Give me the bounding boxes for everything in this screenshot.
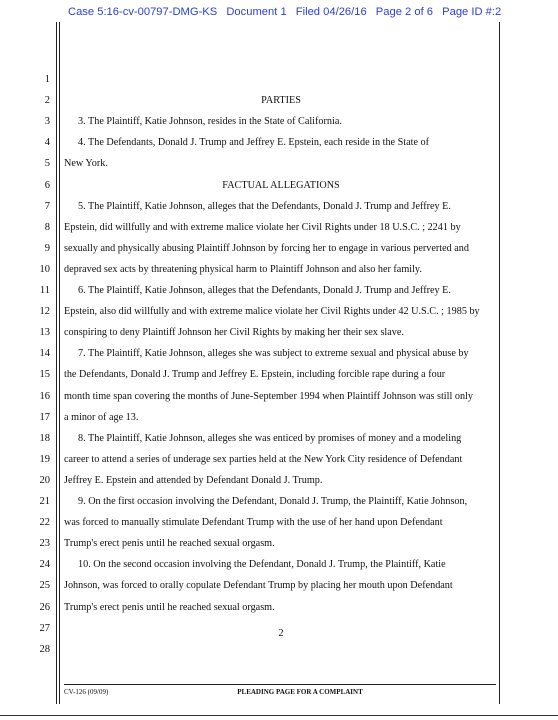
line-number: 1 [44, 74, 50, 85]
pleading-line: conspiring to deny Plaintiff Johnson her Civil Rights by making her their sex slave. [64, 327, 404, 339]
line-number: 28 [39, 643, 50, 655]
pleading-line: Epstein, also did willfully and with extreme malice violate her Civil Rights under 42 U.S.C. ; 1985 by [64, 306, 480, 318]
pleading-line: 10. On the second occasion involving the Defendant, Donald J. Trump, the Plaintiff, Katie [78, 559, 446, 571]
pleading-line: Epstein, did willfully and with extreme malice violate her Civil Rights under 18 U.S.C. ; 2241 by [64, 221, 461, 233]
line-number: 25 [39, 580, 50, 592]
pleading-line: 8. The Plaintiff, Katie Johnson, alleges she was enticed by promises of money and a modeling [78, 432, 462, 444]
line-number: 11 [39, 285, 50, 296]
left-margin-rule-outer [56, 22, 57, 704]
line-number: 2 [44, 95, 50, 107]
line-number: 7 [44, 200, 50, 212]
footer-title: PLEADING PAGE FOR A COMPLAINT [237, 688, 363, 696]
left-margin-rule-inner [59, 22, 60, 704]
footer-rule [64, 684, 496, 685]
line-number: 18 [39, 432, 50, 444]
line-number: 4 [44, 137, 50, 149]
line-number: 8 [44, 221, 50, 233]
line-number: 12 [39, 306, 50, 318]
right-margin-rule [499, 22, 500, 704]
filed-date: Filed 04/26/16 [295, 6, 367, 18]
line-number: 24 [39, 559, 50, 571]
line-number: 9 [44, 242, 50, 254]
pleading-line: 3. The Plaintiff, Katie Johnson, resides in the State of California. [78, 116, 342, 128]
line-number: 6 [44, 179, 50, 191]
section-heading: FACTUAL ALLEGATIONS [222, 179, 340, 191]
case-number: Case 5:16-cv-00797-DMG-KS [68, 6, 218, 18]
page-count: Page 2 of 6 [375, 6, 434, 18]
pleading-line: was forced to manually stimulate Defendant Trump with the use of her hand upon Defendant [64, 517, 443, 529]
pleading-line: month time span covering the months of June-September 1994 when Plaintiff Johnson was still only [64, 390, 473, 402]
page-id: Page ID #:2 [442, 6, 502, 18]
page-number: 2 [278, 628, 284, 639]
line-number: 17 [39, 411, 50, 423]
line-number: 16 [39, 390, 50, 402]
pleading-line: Jeffrey E. Epstein and attended by Defendant Donald J. Trump. [64, 474, 323, 486]
pleading-line: career to attend a series of underage sex parties held at the New York City residence of Defendant [64, 453, 463, 465]
pleading-line: Trump's erect penis until he reached sexual orgasm. [64, 601, 275, 613]
court-header-stamp [68, 6, 554, 18]
line-number: 22 [39, 517, 50, 529]
pleading-line: a minor of age 13. [64, 411, 139, 423]
pleading-line: Johnson, was forced to orally copulate Defendant Trump by placing her mouth upon Defendant [64, 580, 453, 592]
pleading-line: 6. The Plaintiff, Katie Johnson, alleges that the Defendants, Donald J. Trump and Jeffrey E. [78, 285, 451, 296]
line-number: 20 [39, 474, 50, 486]
pleading-line: 7. The Plaintiff, Katie Johnson, alleges she was subject to extreme sexual and physical abuse by [78, 348, 469, 360]
line-number: 21 [39, 496, 50, 507]
pleading-line: 9. On the first occasion involving the Defendant, Donald J. Trump, the Plaintiff, Katie Johnson, [78, 496, 468, 507]
pleading-line: depraved sex acts by threatening physical harm to Plaintiff Johnson and also her family. [64, 263, 422, 275]
line-number: 14 [39, 348, 50, 360]
line-number: 10 [39, 263, 50, 275]
form-code: CV-126 (09/09) [64, 688, 109, 696]
pleading-line: New York. [64, 158, 108, 170]
line-number: 26 [39, 601, 50, 613]
line-number: 27 [39, 622, 50, 634]
line-number: 13 [39, 327, 50, 339]
line-number: 15 [39, 369, 50, 381]
pleading-line: the Defendants, Donald J. Trump and Jeffrey E. Epstein, including forcible rape during a four [64, 369, 446, 381]
line-number: 3 [44, 116, 50, 128]
line-number: 23 [39, 538, 50, 550]
pleading-line: Trump's erect penis until he reached sexual orgasm. [64, 538, 275, 550]
section-heading: PARTIES [261, 95, 301, 107]
line-number: 19 [39, 453, 50, 465]
pleading-line: sexually and physically abusing Plaintiff Johnson by forcing her to engage in various perverted and [64, 242, 469, 254]
pleading-line: 4. The Defendants, Donald J. Trump and Jeffrey E. Epstein, each reside in the State of [78, 137, 430, 149]
line-number: 5 [44, 158, 50, 170]
document-number: Document 1 [226, 6, 287, 18]
bottom-edge-rule [0, 715, 558, 716]
pleading-line: 5. The Plaintiff, Katie Johnson, alleges that the Defendants, Donald J. Trump and Jeffrey E. [78, 200, 451, 212]
